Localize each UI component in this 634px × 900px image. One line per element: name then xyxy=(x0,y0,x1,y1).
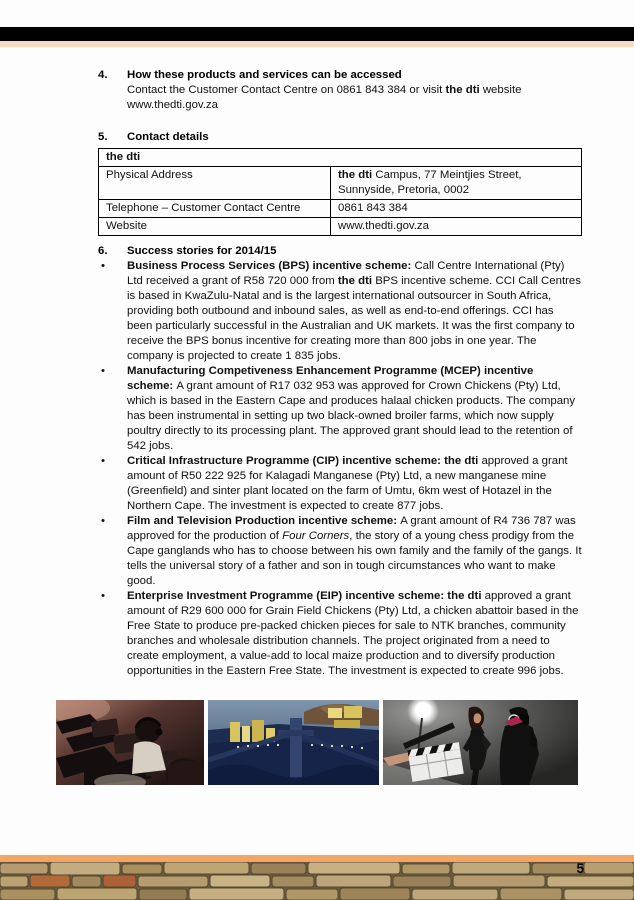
table-cell-value: www.thedti.gov.za xyxy=(331,218,582,236)
section-5-heading xyxy=(98,130,582,145)
table-cell-label: Physical Address xyxy=(99,167,331,200)
header-peach-stripe xyxy=(0,41,634,47)
bullet-icon: • xyxy=(101,365,105,377)
website-text: www.thedti.gov.za xyxy=(127,99,218,111)
text-segment: approved a grant amount of R29 600 000 for Grain Field Chickens (Pty) Ltd, a chicken abattoir based in the Free State to produce pre-packed chicken pieces for sale to NTK branches, community branches and wholesale distribution channels. The project originated from a need to create employment, a value-add to local maize production and to diversify production opportunities in the Eastern Free State. The investment is expected to create 996 jobs. xyxy=(127,590,579,677)
text-segment: Campus, 77 Meintjies Street, Sunnyside, Pretoria, 0002 xyxy=(338,169,522,196)
mine-sinter-plant-photo xyxy=(208,700,379,785)
table-row xyxy=(99,167,582,200)
film-shoot-photo xyxy=(383,700,578,785)
text-segment: A grant amount of R4 736 787 was approved for the production of xyxy=(127,515,576,542)
text-segment: , the story of a young chess prodigy from the Cape ganglands who has to choose between his own family and the family of the gangs. It tells the universal story of a father and son in tough circumstances who want to make good. xyxy=(127,530,582,587)
table-header-row xyxy=(99,149,582,167)
section-title: Success stories for 2014/15 xyxy=(127,245,277,257)
text-segment: the dti xyxy=(338,169,373,181)
table-cell-value xyxy=(331,167,582,200)
section-6-heading xyxy=(98,244,582,259)
bullet-item xyxy=(98,454,582,514)
success-bullet-list xyxy=(98,259,582,679)
bullet-icon: • xyxy=(101,515,105,527)
section-number: 6. xyxy=(98,245,108,257)
text-segment: Contact the Customer Contact Centre on 0861 843 384 or visit xyxy=(127,84,446,96)
section-number: 4. xyxy=(98,69,108,81)
text-segment: approved a grant amount of R50 222 925 for Kalagadi Manganese (Pty) Ltd, a new manganese mine (Greenfield) and sinter plant located on the farm of Umtu, 6km west of Hotazel in the Northern Cape. The investment is expected to create 877 jobs. xyxy=(127,455,568,512)
text-segment: BPS incentive scheme. CCI Call Centres is based in KwaZulu-Natal and is the largest international outsourcer in South Africa, providing both outbound and inbound sales, as well as end-to-end offerings. CCI has been particularly successful in the Australian and UK markets. It was the first company to receive the BPS bonus incentive for creating more than 800 jobs in one year. The company is projected to create 1 835 jobs. xyxy=(127,275,581,362)
text-segment: Critical Infrastructure Programme (CIP) incentive scheme: the dti xyxy=(127,455,482,467)
section-4-heading xyxy=(98,68,582,83)
text-segment: Manufacturing Competiveness Enhancement Programme (MCEP) incentive scheme: xyxy=(127,365,534,392)
bullet-icon: • xyxy=(101,455,105,467)
text-segment: the dti xyxy=(445,84,480,96)
page-number: 5 xyxy=(576,861,584,876)
section-number: 5. xyxy=(98,131,108,143)
table-row xyxy=(99,200,582,218)
text-segment: Business Process Services (BPS) incentive scheme: xyxy=(127,260,415,272)
text-segment: the dti xyxy=(337,275,373,287)
bullet-icon: • xyxy=(101,590,105,602)
text-segment: A grant amount of R17 032 953 was approved for Crown Chickens (Pty) Ltd, which is based in the Eastern Cape and produces halaal chicken products. The company has been instrumental in setting up two black-owned broiler farms, which now supply poultry directly to its processing plant. The approved grant should lead to the retention of 542 jobs. xyxy=(127,380,576,452)
bullet-icon: • xyxy=(101,260,105,272)
text-segment: Call Centre International (Pty) Ltd received a grant of R58 720 000 from xyxy=(127,260,565,287)
table-cell-value: 0861 843 384 xyxy=(331,200,582,218)
bullet-item xyxy=(98,514,582,589)
bullet-item xyxy=(98,589,582,679)
contact-details-table xyxy=(98,148,582,236)
section-title: Contact details xyxy=(127,131,209,143)
table-header-cell: the dti xyxy=(99,149,582,167)
table-cell-label: Telephone – Customer Contact Centre xyxy=(99,200,331,218)
bullet-item xyxy=(98,364,582,454)
footer-stone-wall xyxy=(0,862,634,900)
section-4-body xyxy=(98,83,582,98)
photo-strip xyxy=(56,700,578,785)
call-centre-photo xyxy=(56,700,204,785)
table-row xyxy=(99,218,582,236)
text-segment: Enterprise Investment Programme (EIP) incentive scheme: the dti xyxy=(127,590,485,602)
text-segment: Film and Television Production incentive scheme: xyxy=(127,515,401,527)
text-segment: website xyxy=(479,84,522,96)
bullet-item xyxy=(98,259,582,364)
section-title: How these products and services can be accessed xyxy=(127,69,402,81)
footer-orange-stripe xyxy=(0,855,634,862)
text-segment: Four Corners xyxy=(282,530,350,542)
page-content xyxy=(98,68,582,679)
table-cell-label: Website xyxy=(99,218,331,236)
header-black-bar xyxy=(0,27,634,41)
